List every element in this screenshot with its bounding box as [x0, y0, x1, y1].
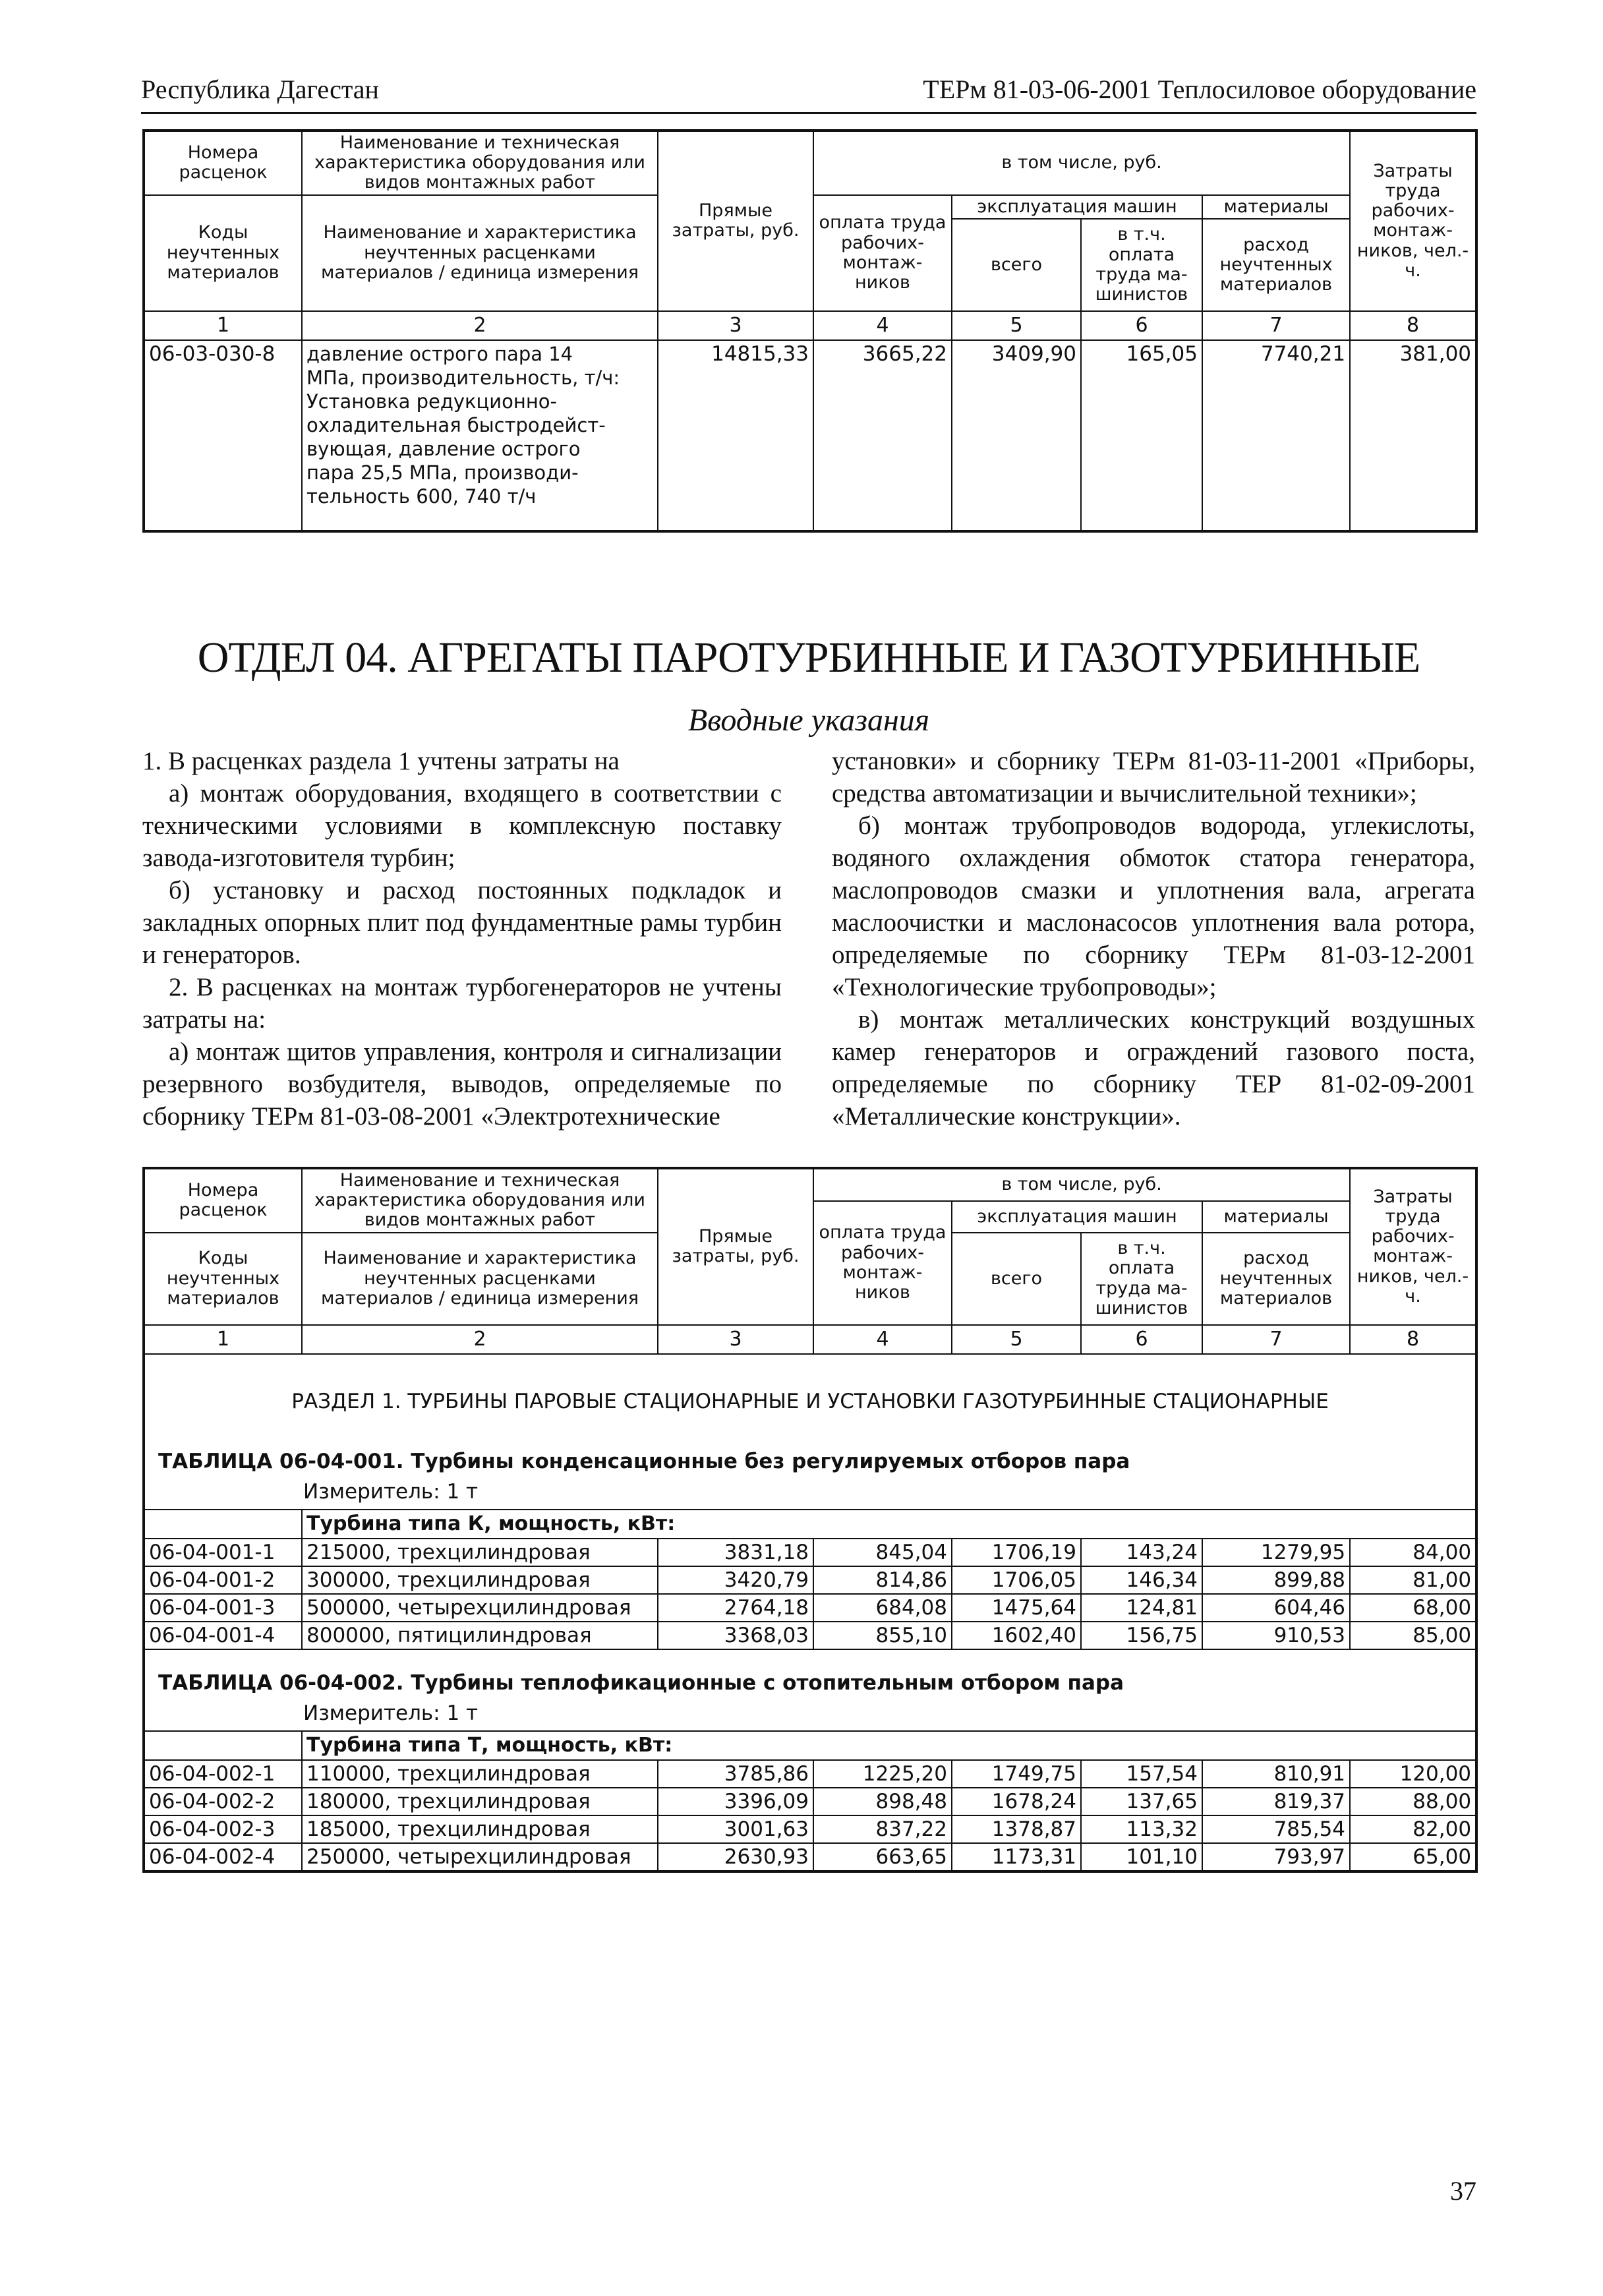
- materials-value: 910,53: [1202, 1622, 1350, 1649]
- table-row: [144, 1594, 1476, 1622]
- col-number: 3: [658, 1325, 813, 1354]
- materials-value: 810,91: [1202, 1760, 1350, 1788]
- rate-description: 250000, четырехцилиндровая: [302, 1843, 658, 1871]
- rate-code: 06-03-030-8: [144, 340, 302, 531]
- subhead-spacer: [144, 1731, 302, 1760]
- rate-description: 110000, трехцилиндровая: [302, 1760, 658, 1788]
- hdr-rate-numbers: Номера расценок: [144, 131, 302, 195]
- hdr-rate-numbers: Номера расценок: [144, 1168, 302, 1233]
- machinist-pay-value: 101,10: [1081, 1843, 1202, 1871]
- table-subhead: Турбина типа К, мощность, кВт:: [302, 1510, 1476, 1539]
- hdr-material-name: Наименование и характеристика неучтенных расценками материалов / единица измерения: [302, 195, 658, 311]
- rate-description: 215000, трехцилиндровая: [302, 1539, 658, 1566]
- intro-title: Вводные указания: [687, 703, 930, 738]
- labor-hours-value: 84,00: [1350, 1539, 1476, 1566]
- hdr-including: в том числе, руб.: [813, 131, 1350, 195]
- col-number: 8: [1350, 311, 1476, 340]
- labor-pay-value: 663,65: [813, 1843, 952, 1871]
- col-number: 2: [302, 311, 658, 340]
- table-row: [144, 1622, 1476, 1649]
- direct-cost-value: 2630,93: [658, 1843, 813, 1871]
- rate-description-line: тельность 600, 740 т/ч: [306, 485, 537, 508]
- intro-paragraph: 2. В расценках на монтаж турбогенераторов не учтены затраты на:: [142, 973, 782, 1034]
- labor-hours-value: 120,00: [1350, 1760, 1476, 1788]
- machinist-pay-value: 143,24: [1081, 1539, 1202, 1566]
- col-number: 7: [1202, 1325, 1350, 1354]
- rates-table-continuation: [142, 129, 1478, 533]
- intro-paragraph: б) монтаж трубопроводов водорода, углекислоты, водяного охлаждения обмоток статора генератора, маслопроводов смазки и уплотнения вала, агрегата маслоочистки и маслонасосов уплотнения вала ротора, определяемые по сборнику ТЕРм 81-03-12-2001 «Технологические трубопроводы»;: [832, 811, 1475, 1001]
- col-number: 8: [1350, 1325, 1476, 1354]
- page-number: 37: [1450, 2176, 1476, 2206]
- machinist-pay-value: 157,54: [1081, 1760, 1202, 1788]
- labor-pay-value: 3665,22: [813, 340, 952, 531]
- hdr-materials: материалы: [1202, 195, 1350, 219]
- direct-cost-value: 3001,63: [658, 1815, 813, 1843]
- materials-value: 604,46: [1202, 1594, 1350, 1622]
- col-number: 6: [1081, 311, 1202, 340]
- materials-value: 819,37: [1202, 1788, 1350, 1815]
- labor-hours-value: 381,00: [1350, 340, 1476, 531]
- intro-paragraph: установки» и сборнику ТЕРм 81-03-11-2001 «Приборы, средства автоматизации и вычислительной техники»;: [832, 747, 1475, 808]
- machine-total-value: 1475,64: [952, 1594, 1081, 1622]
- rate-description: 300000, трехцилиндровая: [302, 1566, 658, 1594]
- hdr-machine-operation: эксплуатация машин: [952, 1201, 1202, 1233]
- machinist-pay-value: 137,65: [1081, 1788, 1202, 1815]
- labor-pay-value: 845,04: [813, 1539, 952, 1566]
- hdr-material-name: Наименование и характеристика неучтенных расценками материалов / единица измерения: [302, 1233, 658, 1325]
- rate-description: 500000, четырехцилиндровая: [302, 1594, 658, 1622]
- rate-code: 06-04-001-3: [144, 1594, 302, 1622]
- materials-value: 1279,95: [1202, 1539, 1350, 1566]
- hdr-machine-total: всего: [952, 1233, 1081, 1325]
- rate-description: 800000, пятицилиндровая: [302, 1622, 658, 1649]
- machine-total-value: 1173,31: [952, 1843, 1081, 1871]
- labor-hours-value: 88,00: [1350, 1788, 1476, 1815]
- machinist-pay-value: 113,32: [1081, 1815, 1202, 1843]
- col-number: 5: [952, 311, 1081, 340]
- intro-paragraph: а) монтаж щитов управления, контроля и сигнализации резервного возбудителя, выводов, определяемые по сборнику ТЕРм 81-03-08-2001 «Электротехнические: [142, 1038, 782, 1131]
- hdr-machinist-pay: в т.ч. оплата труда ма-шинистов: [1081, 219, 1202, 311]
- machine-total-value: 1602,40: [952, 1622, 1081, 1649]
- table-row: [144, 1539, 1476, 1566]
- rate-code: 06-04-001-4: [144, 1622, 302, 1649]
- col-number: 2: [302, 1325, 658, 1354]
- machinist-pay-value: 156,75: [1081, 1622, 1202, 1649]
- intro-paragraph: б) установку и расход постоянных подкладок и закладных опорных плит под фундаментные рамы турбин и генераторов.: [142, 876, 782, 969]
- materials-value: 793,97: [1202, 1843, 1350, 1871]
- labor-pay-value: 855,10: [813, 1622, 952, 1649]
- labor-pay-value: 837,22: [813, 1815, 952, 1843]
- rate-description-line: давление острого пара 14: [306, 342, 573, 365]
- rate-code: 06-04-002-4: [144, 1843, 302, 1871]
- running-header-left: Республика Дагестан: [141, 74, 379, 104]
- materials-value: 899,88: [1202, 1566, 1350, 1594]
- labor-pay-value: 1225,20: [813, 1760, 952, 1788]
- labor-hours-value: 82,00: [1350, 1815, 1476, 1843]
- intro-paragraph: 1. В расценках раздела 1 учтены затраты на: [142, 747, 620, 775]
- direct-cost-value: 14815,33: [658, 340, 813, 531]
- rate-code: 06-04-001-1: [144, 1539, 302, 1566]
- rate-code: 06-04-002-1: [144, 1760, 302, 1788]
- machinist-pay-value: 124,81: [1081, 1594, 1202, 1622]
- rate-description: 180000, трехцилиндровая: [302, 1788, 658, 1815]
- table-row: [144, 1760, 1476, 1788]
- materials-value: 7740,21: [1202, 340, 1350, 531]
- direct-cost-value: 2764,18: [658, 1594, 813, 1622]
- labor-hours-value: 68,00: [1350, 1594, 1476, 1622]
- machine-total-value: 1378,87: [952, 1815, 1081, 1843]
- section-title: ОТДЕЛ 04. АГРЕГАТЫ ПАРОТУРБИННЫЕ И ГАЗОТУРБИННЫЕ: [197, 633, 1420, 682]
- table-row: [144, 1843, 1476, 1871]
- hdr-work-name: Наименование и техническая характеристика оборудования или видов монтажных работ: [302, 1168, 658, 1233]
- rates-table-section-1: [142, 1167, 1478, 1873]
- hdr-direct-costs: Прямые затраты, руб.: [658, 131, 813, 311]
- hdr-direct-costs: Прямые затраты, руб.: [658, 1168, 813, 1325]
- hdr-machine-operation: эксплуатация машин: [952, 195, 1202, 219]
- hdr-work-name: Наименование и техническая характеристика оборудования или видов монтажных работ: [302, 131, 658, 195]
- col-number: 1: [144, 1325, 302, 1354]
- machine-total-value: 3409,90: [952, 340, 1081, 531]
- hdr-labor-hours: Затраты труда рабочих-монтаж-ников, чел.-ч.: [1350, 131, 1476, 311]
- direct-cost-value: 3368,03: [658, 1622, 813, 1649]
- hdr-material-codes: Коды неучтенных материалов: [144, 195, 302, 311]
- machine-total-value: 1706,05: [952, 1566, 1081, 1594]
- labor-pay-value: 898,48: [813, 1788, 952, 1815]
- col-number: 7: [1202, 311, 1350, 340]
- hdr-materials: материалы: [1202, 1201, 1350, 1233]
- machinist-pay-value: 165,05: [1081, 340, 1202, 531]
- direct-cost-value: 3396,09: [658, 1788, 813, 1815]
- labor-hours-value: 81,00: [1350, 1566, 1476, 1594]
- table-measure: Измеритель: 1 т: [303, 1701, 479, 1725]
- col-number: 5: [952, 1325, 1081, 1354]
- table-measure: Измеритель: 1 т: [303, 1479, 479, 1504]
- razdel-title: РАЗДЕЛ 1. ТУРБИНЫ ПАРОВЫЕ СТАЦИОНАРНЫЕ И УСТАНОВКИ ГАЗОТУРБИННЫЕ СТАЦИОНАРНЫЕ: [291, 1389, 1329, 1413]
- col-number: 4: [813, 311, 952, 340]
- intro-paragraph: в) монтаж металлических конструкций воздушных камер генераторов и ограждений газового поста, определяемые по сборнику ТЕР 81-02-09-2001 «Металлические конструкции».: [832, 1005, 1475, 1131]
- intro-left-column: [142, 745, 782, 1133]
- rate-code: 06-04-001-2: [144, 1566, 302, 1594]
- intro-right-column: [832, 745, 1475, 1133]
- table-title: ТАБЛИЦА 06-04-002. Турбины теплофикационные с отопительным отбором пара: [158, 1670, 1124, 1695]
- table-row: [144, 1566, 1476, 1594]
- rate-description: [302, 340, 658, 531]
- materials-value: 785,54: [1202, 1815, 1350, 1843]
- labor-hours-value: 85,00: [1350, 1622, 1476, 1649]
- labor-hours-value: 65,00: [1350, 1843, 1476, 1871]
- header-rule: [141, 112, 1476, 114]
- rate-description-line: вующая, давление острого: [306, 437, 581, 460]
- rate-description-line: МПа, производительность, т/ч:: [306, 366, 620, 389]
- subhead-spacer: [144, 1510, 302, 1539]
- col-number: 1: [144, 311, 302, 340]
- machine-total-value: 1678,24: [952, 1788, 1081, 1815]
- labor-pay-value: 684,08: [813, 1594, 952, 1622]
- hdr-machine-total: всего: [952, 219, 1081, 311]
- hdr-labor-pay: оплата труда рабочих-монтаж-ников: [813, 1201, 952, 1325]
- table-title: ТАБЛИЦА 06-04-001. Турбины конденсационные без регулируемых отборов пара: [158, 1449, 1130, 1473]
- hdr-material-codes: Коды неучтенных материалов: [144, 1233, 302, 1325]
- hdr-labor-hours: Затраты труда рабочих-монтаж-ников, чел.-ч.: [1350, 1168, 1476, 1325]
- rate-description: 185000, трехцилиндровая: [302, 1815, 658, 1843]
- rate-description-line: пара 25,5 МПа, производи-: [306, 461, 579, 484]
- rate-description-line: Установка редукционно-: [306, 390, 558, 413]
- rate-description-line: охладительная быстродейст-: [306, 413, 606, 436]
- table-subhead: Турбина типа Т, мощность, кВт:: [302, 1731, 1476, 1760]
- hdr-material-consumption: расход неучтенных материалов: [1202, 219, 1350, 311]
- table-row: [144, 1815, 1476, 1843]
- rate-code: 06-04-002-2: [144, 1788, 302, 1815]
- machine-total-value: 1706,19: [952, 1539, 1081, 1566]
- hdr-material-consumption: расход неучтенных материалов: [1202, 1233, 1350, 1325]
- intro-paragraph: а) монтаж оборудования, входящего в соответствии с техническими условиями в комплексную поставку завода-изготовителя турбин;: [142, 779, 782, 872]
- running-header-right: ТЕРм 81-03-06-2001 Теплосиловое оборудование: [923, 74, 1476, 104]
- hdr-including: в том числе, руб.: [813, 1168, 1350, 1201]
- machine-total-value: 1749,75: [952, 1760, 1081, 1788]
- hdr-machinist-pay: в т.ч. оплата труда ма-шинистов: [1081, 1233, 1202, 1325]
- hdr-labor-pay: оплата труда рабочих-монтаж-ников: [813, 195, 952, 311]
- machinist-pay-value: 146,34: [1081, 1566, 1202, 1594]
- col-number: 6: [1081, 1325, 1202, 1354]
- rate-code: 06-04-002-3: [144, 1815, 302, 1843]
- labor-pay-value: 814,86: [813, 1566, 952, 1594]
- col-number: 4: [813, 1325, 952, 1354]
- direct-cost-value: 3785,86: [658, 1760, 813, 1788]
- col-number: 3: [658, 311, 813, 340]
- table-row: [144, 1788, 1476, 1815]
- direct-cost-value: 3831,18: [658, 1539, 813, 1566]
- direct-cost-value: 3420,79: [658, 1566, 813, 1594]
